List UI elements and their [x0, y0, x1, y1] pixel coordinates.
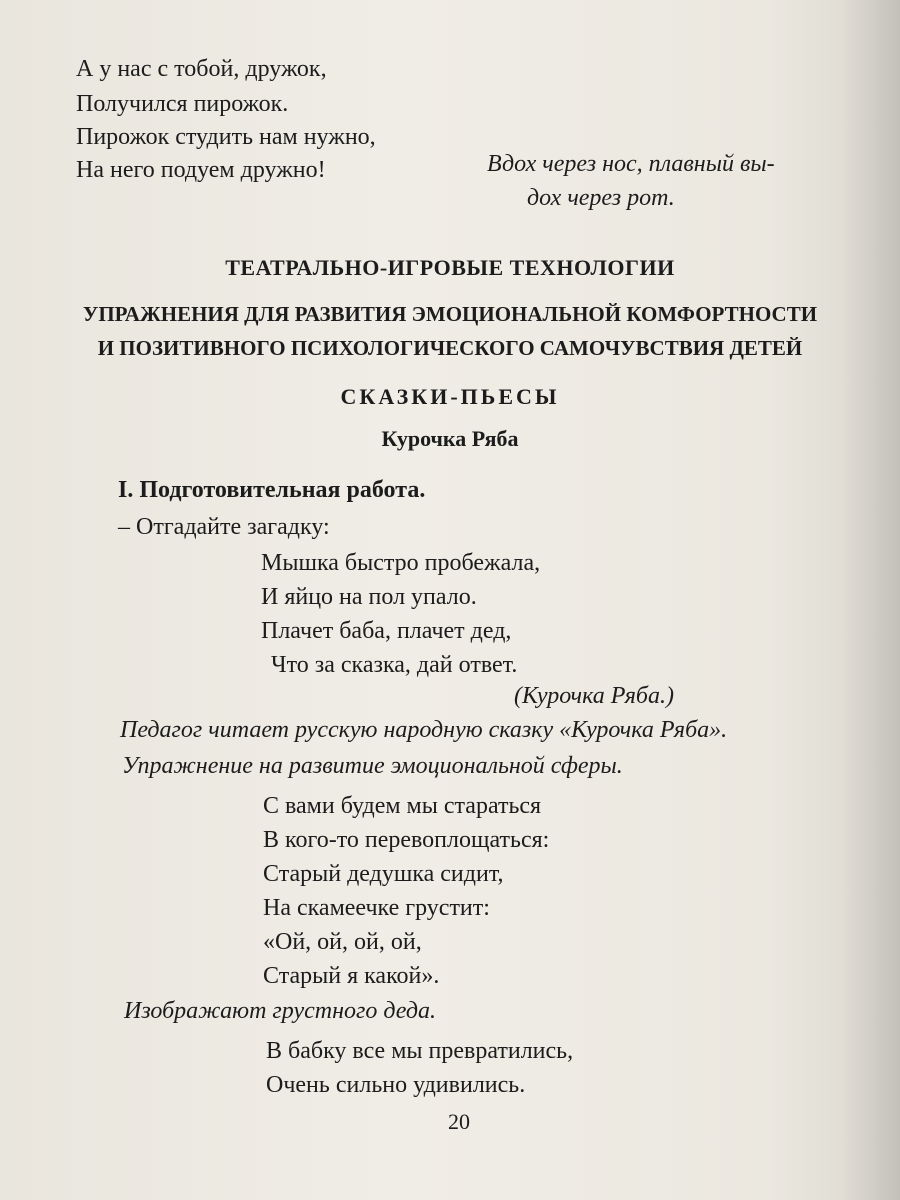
- grandpa-note: Изображают грустного деда.: [124, 998, 436, 1024]
- page-number: 20: [448, 1109, 470, 1134]
- subsection-title: СКАЗКИ-ПЬЕСЫ: [340, 384, 560, 409]
- poem-grandpa-line: Старый я какой».: [263, 963, 440, 989]
- breath-note-line: дох через рот.: [527, 185, 675, 211]
- page-edge-shadow: [840, 0, 900, 1200]
- subtitle-line: И ПОЗИТИВНОГО ПСИХОЛОГИЧЕСКОГО САМОЧУВСТВИЯ ДЕТЕЙ: [97, 336, 803, 360]
- poem-grandpa-line: «Ой, ой, ой, ой,: [263, 929, 422, 955]
- poem-grandpa-line: В кого-то перевоплощаться:: [263, 827, 550, 853]
- poem-grandpa-line: С вами будем мы стараться: [263, 793, 542, 819]
- riddle-answer: (Курочка Ряба.): [514, 683, 674, 709]
- poem-intro-line: На него подуем дружно!: [76, 157, 326, 183]
- poem-intro-line: Пирожок студить нам нужно,: [76, 124, 376, 150]
- riddle-line: Мышка быстро пробежала,: [261, 550, 541, 576]
- poem-grandma-line: В бабку все мы превратились,: [266, 1038, 574, 1064]
- breath-note-line: Вдох через нос, плавный вы-: [487, 151, 775, 177]
- subtitle-line: УПРАЖНЕНИЯ ДЛЯ РАЗВИТИЯ ЭМОЦИОНАЛЬНОЙ КОМФОРТНОСТИ: [82, 302, 818, 326]
- story-title: Курочка Ряба: [381, 426, 519, 451]
- section-title: ТЕАТРАЛЬНО-ИГРОВЫЕ ТЕХНОЛОГИИ: [225, 255, 675, 280]
- part-heading: I. Подготовительная работа.: [118, 477, 426, 503]
- riddle-line: Что за сказка, дай ответ.: [271, 652, 518, 678]
- exercise-note: Упражнение на развитие эмоциональной сферы.: [122, 753, 623, 779]
- riddle-line: Плачет баба, плачет дед,: [261, 618, 512, 644]
- poem-intro-line: Получился пирожок.: [76, 91, 289, 117]
- poem-grandpa-line: На скамеечке грустит:: [263, 895, 490, 921]
- poem-grandma-line: Очень сильно удивились.: [266, 1072, 526, 1098]
- riddle-line: И яйцо на пол упало.: [261, 584, 477, 610]
- poem-intro-line: А у нас с тобой, дружок,: [76, 56, 327, 82]
- poem-grandpa-line: Старый дедушка сидит,: [263, 861, 504, 887]
- riddle-intro: – Отгадайте загадку:: [118, 514, 330, 540]
- teacher-note: Педагог читает русскую народную сказку «Курочка Ряба».: [120, 717, 728, 743]
